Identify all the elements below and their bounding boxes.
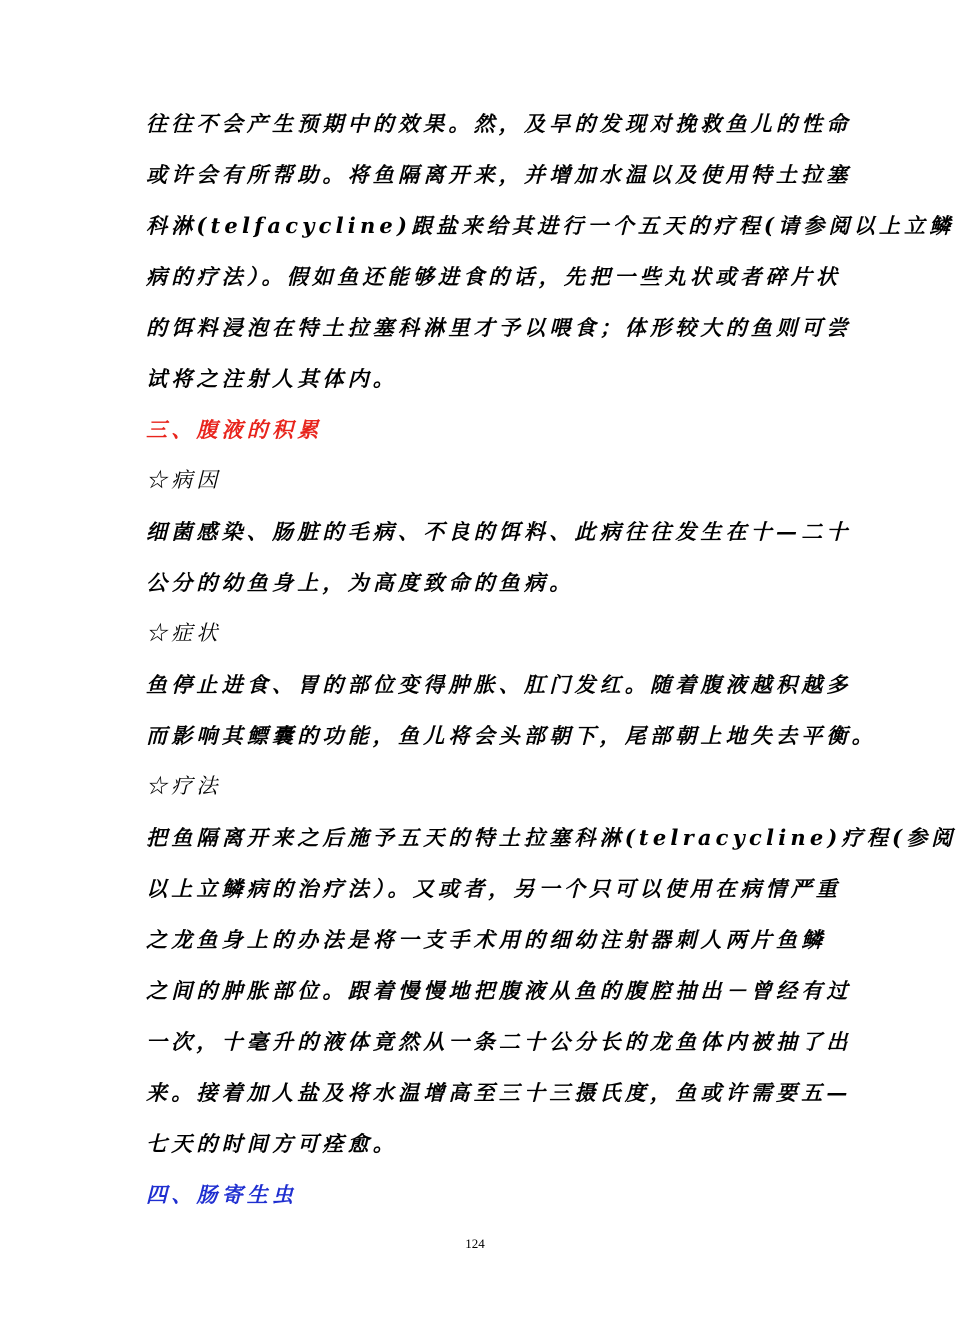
subheading-treatment: ☆疗法 [146,774,222,798]
subheading-symptoms: ☆症状 [146,621,222,645]
subheading-cause: ☆病因 [146,468,222,492]
body-line: 往往不会产生预期中的效果。然，及早的发现对挽救鱼儿的性命 [146,111,852,136]
section-heading-intestinal-parasites: 四、肠寄生虫 [146,1182,298,1207]
body-line: 科淋(telfacycline)跟盐来给其进行一个五天的疗程(请参阅以上立鳞 [146,213,955,238]
page-content [146,98,956,1220]
page-number: 124 [465,1236,485,1251]
body-line: 鱼停止进食、胃的部位变得肿胀、肛门发红。随着腹液越积越多 [146,672,852,697]
body-line: 的饵料浸泡在特土拉塞科淋里才予以喂食；体形较大的鱼则可尝 [146,315,852,340]
body-line: 细菌感染、肠脏的毛病、不良的饵料、此病往往发生在十—二十 [146,519,852,544]
body-line: 或许会有所帮助。将鱼隔离开来，并增加水温以及使用特土拉塞 [146,162,852,187]
body-line: 试将之注射人其体内。 [146,366,398,391]
body-line: 把鱼隔离开来之后施予五天的特土拉塞科淋(telracycline)疗程(参阅 [146,825,956,850]
section-heading-ascites: 三、腹液的积累 [146,417,323,442]
body-line: 一次，十毫升的液体竟然从一条二十公分长的龙鱼体内被抽了出 [146,1029,852,1054]
body-line: 七天的时间方可痊愈。 [146,1131,398,1156]
body-line: 以上立鳞病的治疗法）。又或者，另一个只可以使用在病情严重 [146,876,842,901]
body-line: 而影响其鳔囊的功能，鱼儿将会头部朝下，尾部朝上地失去平衡。 [146,723,877,748]
body-line: 之龙鱼身上的办法是将一支手术用的细幼注射器刺人两片鱼鳞 [146,927,827,952]
body-line: 病的疗法）。假如鱼还能够进食的话，先把一些丸状或者碎片状 [146,264,842,289]
body-line: 来。接着加人盐及将水温增高至三十三摄氏度，鱼或许需要五— [146,1080,852,1105]
body-line: 公分的幼鱼身上，为高度致命的鱼病。 [146,570,575,595]
body-line: 之间的肿胀部位。跟着慢慢地把腹液从鱼的腹腔抽出－曾经有过 [146,978,852,1003]
